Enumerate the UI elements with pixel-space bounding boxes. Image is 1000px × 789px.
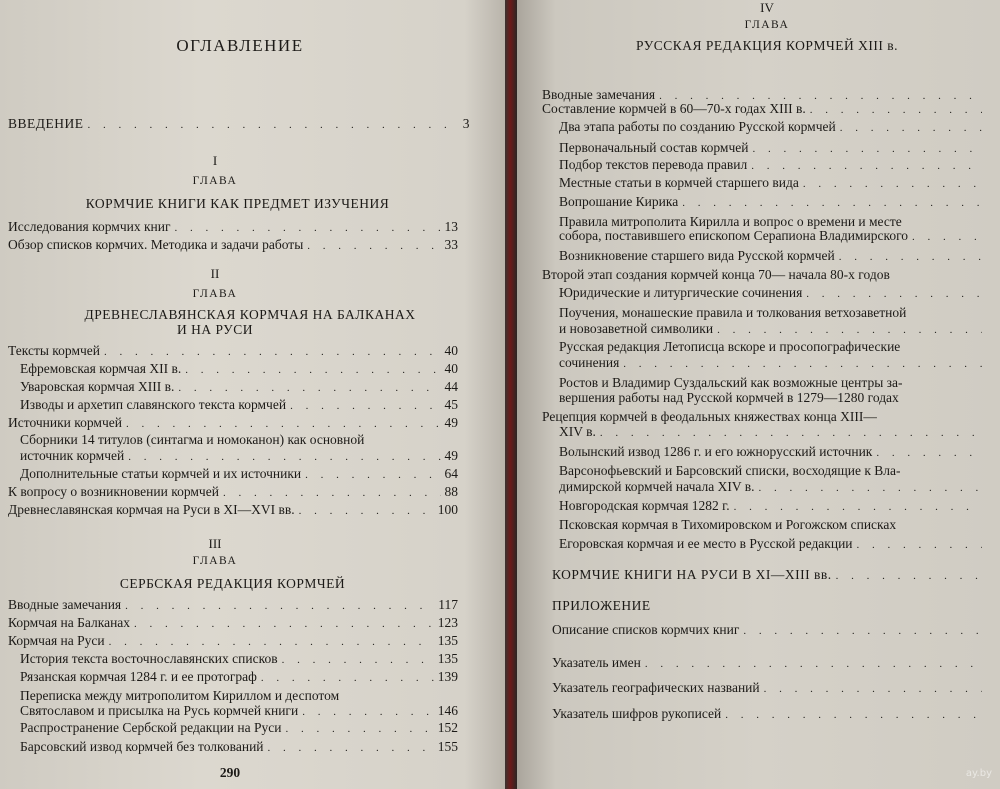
- book-gutter: [505, 0, 517, 789]
- toc-entry: Кормчая на Руси . . . 135: [8, 633, 458, 650]
- toc-entry: XIV в. . . .: [559, 424, 982, 441]
- toc-entry: Источники кормчей . . . 49: [8, 415, 458, 432]
- toc-entry: История текста восточнославянских списков . . . 135: [20, 651, 458, 668]
- toc-entry: Тексты кормчей . . . 40: [8, 343, 458, 360]
- right-page: [517, 0, 1000, 789]
- toc-entry-line1: Правила митрополита Кирилла и вопрос о времени и месте: [559, 214, 902, 229]
- toc-entry-line1: Ростов и Владимир Суздальский как возможные центры за-: [559, 375, 903, 390]
- chapter-word: ГЛАВА: [192, 175, 238, 187]
- toc-entry: и новозаветной символики . . .: [559, 321, 982, 338]
- chapter-word: ГЛАВА: [744, 19, 790, 31]
- toc-entry: источник кормчей . . . 49: [20, 448, 458, 465]
- toc-entry: Кормчая на Балканах . . . 123: [8, 615, 458, 632]
- toc-entry: Святославом и присылка на Русь кормчей книги . . . 146: [20, 703, 458, 720]
- toc-entry-conclusion: КОРМЧИЕ КНИГИ НА РУСИ В XI—XIII вв. . . .: [552, 567, 982, 584]
- toc-entry: Возникновение старшего вида Русской кормчей . . .: [559, 248, 982, 265]
- toc-entry: собора, поставившего епископом Серапиона Владимирского . . .: [559, 228, 982, 245]
- chapter-word: ГЛАВА: [192, 555, 238, 567]
- chapter-title: СЕРБСКАЯ РЕДАКЦИЯ КОРМЧЕЙ: [119, 576, 346, 591]
- chapter-roman: I: [212, 153, 218, 168]
- toc-entry-appendix: Описание списков кормчих книг . . .: [552, 622, 982, 639]
- chapter-word: ГЛАВА: [192, 288, 238, 300]
- toc-entry: Вводные замечания . . . 117: [8, 597, 458, 614]
- toc-entry: Барсовский извод кормчей без толкований . . . 155: [20, 739, 458, 756]
- toc-entry: сочинения . . .: [559, 355, 982, 372]
- entry-page: 3: [462, 116, 470, 131]
- toc-entry: Распространение Сербской редакции на Руси . . . 152: [20, 720, 458, 737]
- toc-entry: Два этапа работы по созданию Русской кормчей . . .: [559, 119, 982, 136]
- contents-title: ОГЛАВЛЕНИЕ: [176, 36, 304, 55]
- chapter-title: РУССКАЯ РЕДАКЦИЯ КОРМЧЕЙ XIII в.: [636, 38, 898, 53]
- toc-entry: Составление кормчей в 60—70-х годах XIII в. . . .: [542, 101, 982, 118]
- toc-entry: Обзор списков кормчих. Методика и задачи работы . . . 33: [8, 237, 458, 254]
- toc-entry: Дополнительные статьи кормчей и их источники . . . 64: [20, 466, 458, 483]
- toc-entry-appendix: Указатель имен . . .: [552, 655, 982, 672]
- toc-entry-line1: Рецепция кормчей в феодальных княжествах конца XIII—: [542, 409, 877, 424]
- toc-entry: Уваровская кормчая XIII в. . . . 44: [20, 379, 458, 396]
- toc-entry-line1: Русская редакция Летописца вскоре и просопографические: [559, 339, 901, 354]
- toc-entry: Местные статьи в кормчей старшего вида . . .: [559, 175, 982, 192]
- toc-entry-line2: вершения работы над Русской кормчей в 1279—1280 годах: [559, 390, 899, 405]
- toc-entry: Древнеславянская кормчая на Руси в XI—XVI вв. . . . 100: [8, 502, 458, 519]
- appendix-heading: ПРИЛОЖЕНИЕ: [552, 598, 651, 613]
- toc-entry: Волынский извод 1286 г. и его южнорусский источник . . .: [559, 444, 982, 461]
- toc-entry-line1: Переписка между митрополитом Кириллом и деспотом: [20, 688, 340, 703]
- toc-entry: Псковская кормчая в Тихомировском и Рогожском списках: [559, 517, 897, 532]
- watermark: ay.by: [965, 768, 992, 779]
- toc-entry-appendix: Указатель шифров рукописей . . .: [552, 706, 982, 723]
- toc-entry: Второй этап создания кормчей конца 70— начала 80-х годов: [542, 267, 890, 282]
- folio-number: 290: [219, 765, 241, 780]
- toc-entry: К вопросу о возникновении кормчей . . . 88: [8, 484, 458, 501]
- toc-entry-intro: [8, 116, 470, 133]
- toc-entry: Юридические и литургические сочинения . . .: [559, 285, 982, 302]
- chapter-title: ДРЕВНЕСЛАВЯНСКАЯ КОРМЧАЯ НА БАЛКАНАХ: [84, 307, 416, 322]
- toc-entry: Изводы и архетип славянского текста кормчей . . . 45: [20, 397, 458, 414]
- toc-entry-line1: Поучения, монашеские правила и толкования ветхозаветной: [559, 305, 907, 320]
- toc-entry: Рязанская кормчая 1284 г. и ее протограф . . . 139: [20, 669, 458, 686]
- toc-entry: Вопрошание Кирика . . .: [559, 194, 982, 211]
- toc-entry: Егоровская кормчая и ее место в Русской редакции . . .: [559, 536, 982, 553]
- entry-label: ВВЕДЕНИЕ: [8, 116, 84, 131]
- chapter-roman: III: [208, 536, 222, 551]
- toc-entry: Вводные замечания . . .: [542, 87, 982, 104]
- toc-entry: димирской кормчей начала XIV в. . . .: [559, 479, 982, 496]
- toc-entry-line1: Сборники 14 титулов (синтагма и номоканон) как основной: [20, 432, 365, 447]
- toc-entry: Новгородская кормчая 1282 г. . . .: [559, 498, 982, 515]
- toc-entry: Ефремовская кормчая XII в. . . . 40: [20, 361, 458, 378]
- toc-entry-appendix: Указатель географических названий . . .: [552, 680, 982, 697]
- toc-entry: Подбор текстов перевода правил . . .: [559, 157, 982, 174]
- chapter-title: КОРМЧИЕ КНИГИ КАК ПРЕДМЕТ ИЗУЧЕНИЯ: [85, 196, 390, 211]
- toc-entry: Первоначальный состав кормчей . . .: [559, 140, 982, 157]
- chapter-roman: II: [210, 266, 220, 281]
- chapter-title-line2: И НА РУСИ: [177, 322, 253, 337]
- toc-entry: Исследования кормчих книг . . . 13: [8, 219, 458, 236]
- toc-entry-line1: Варсонофьевский и Барсовский списки, восходящие к Вла-: [559, 463, 901, 478]
- chapter-roman: IV: [760, 0, 774, 15]
